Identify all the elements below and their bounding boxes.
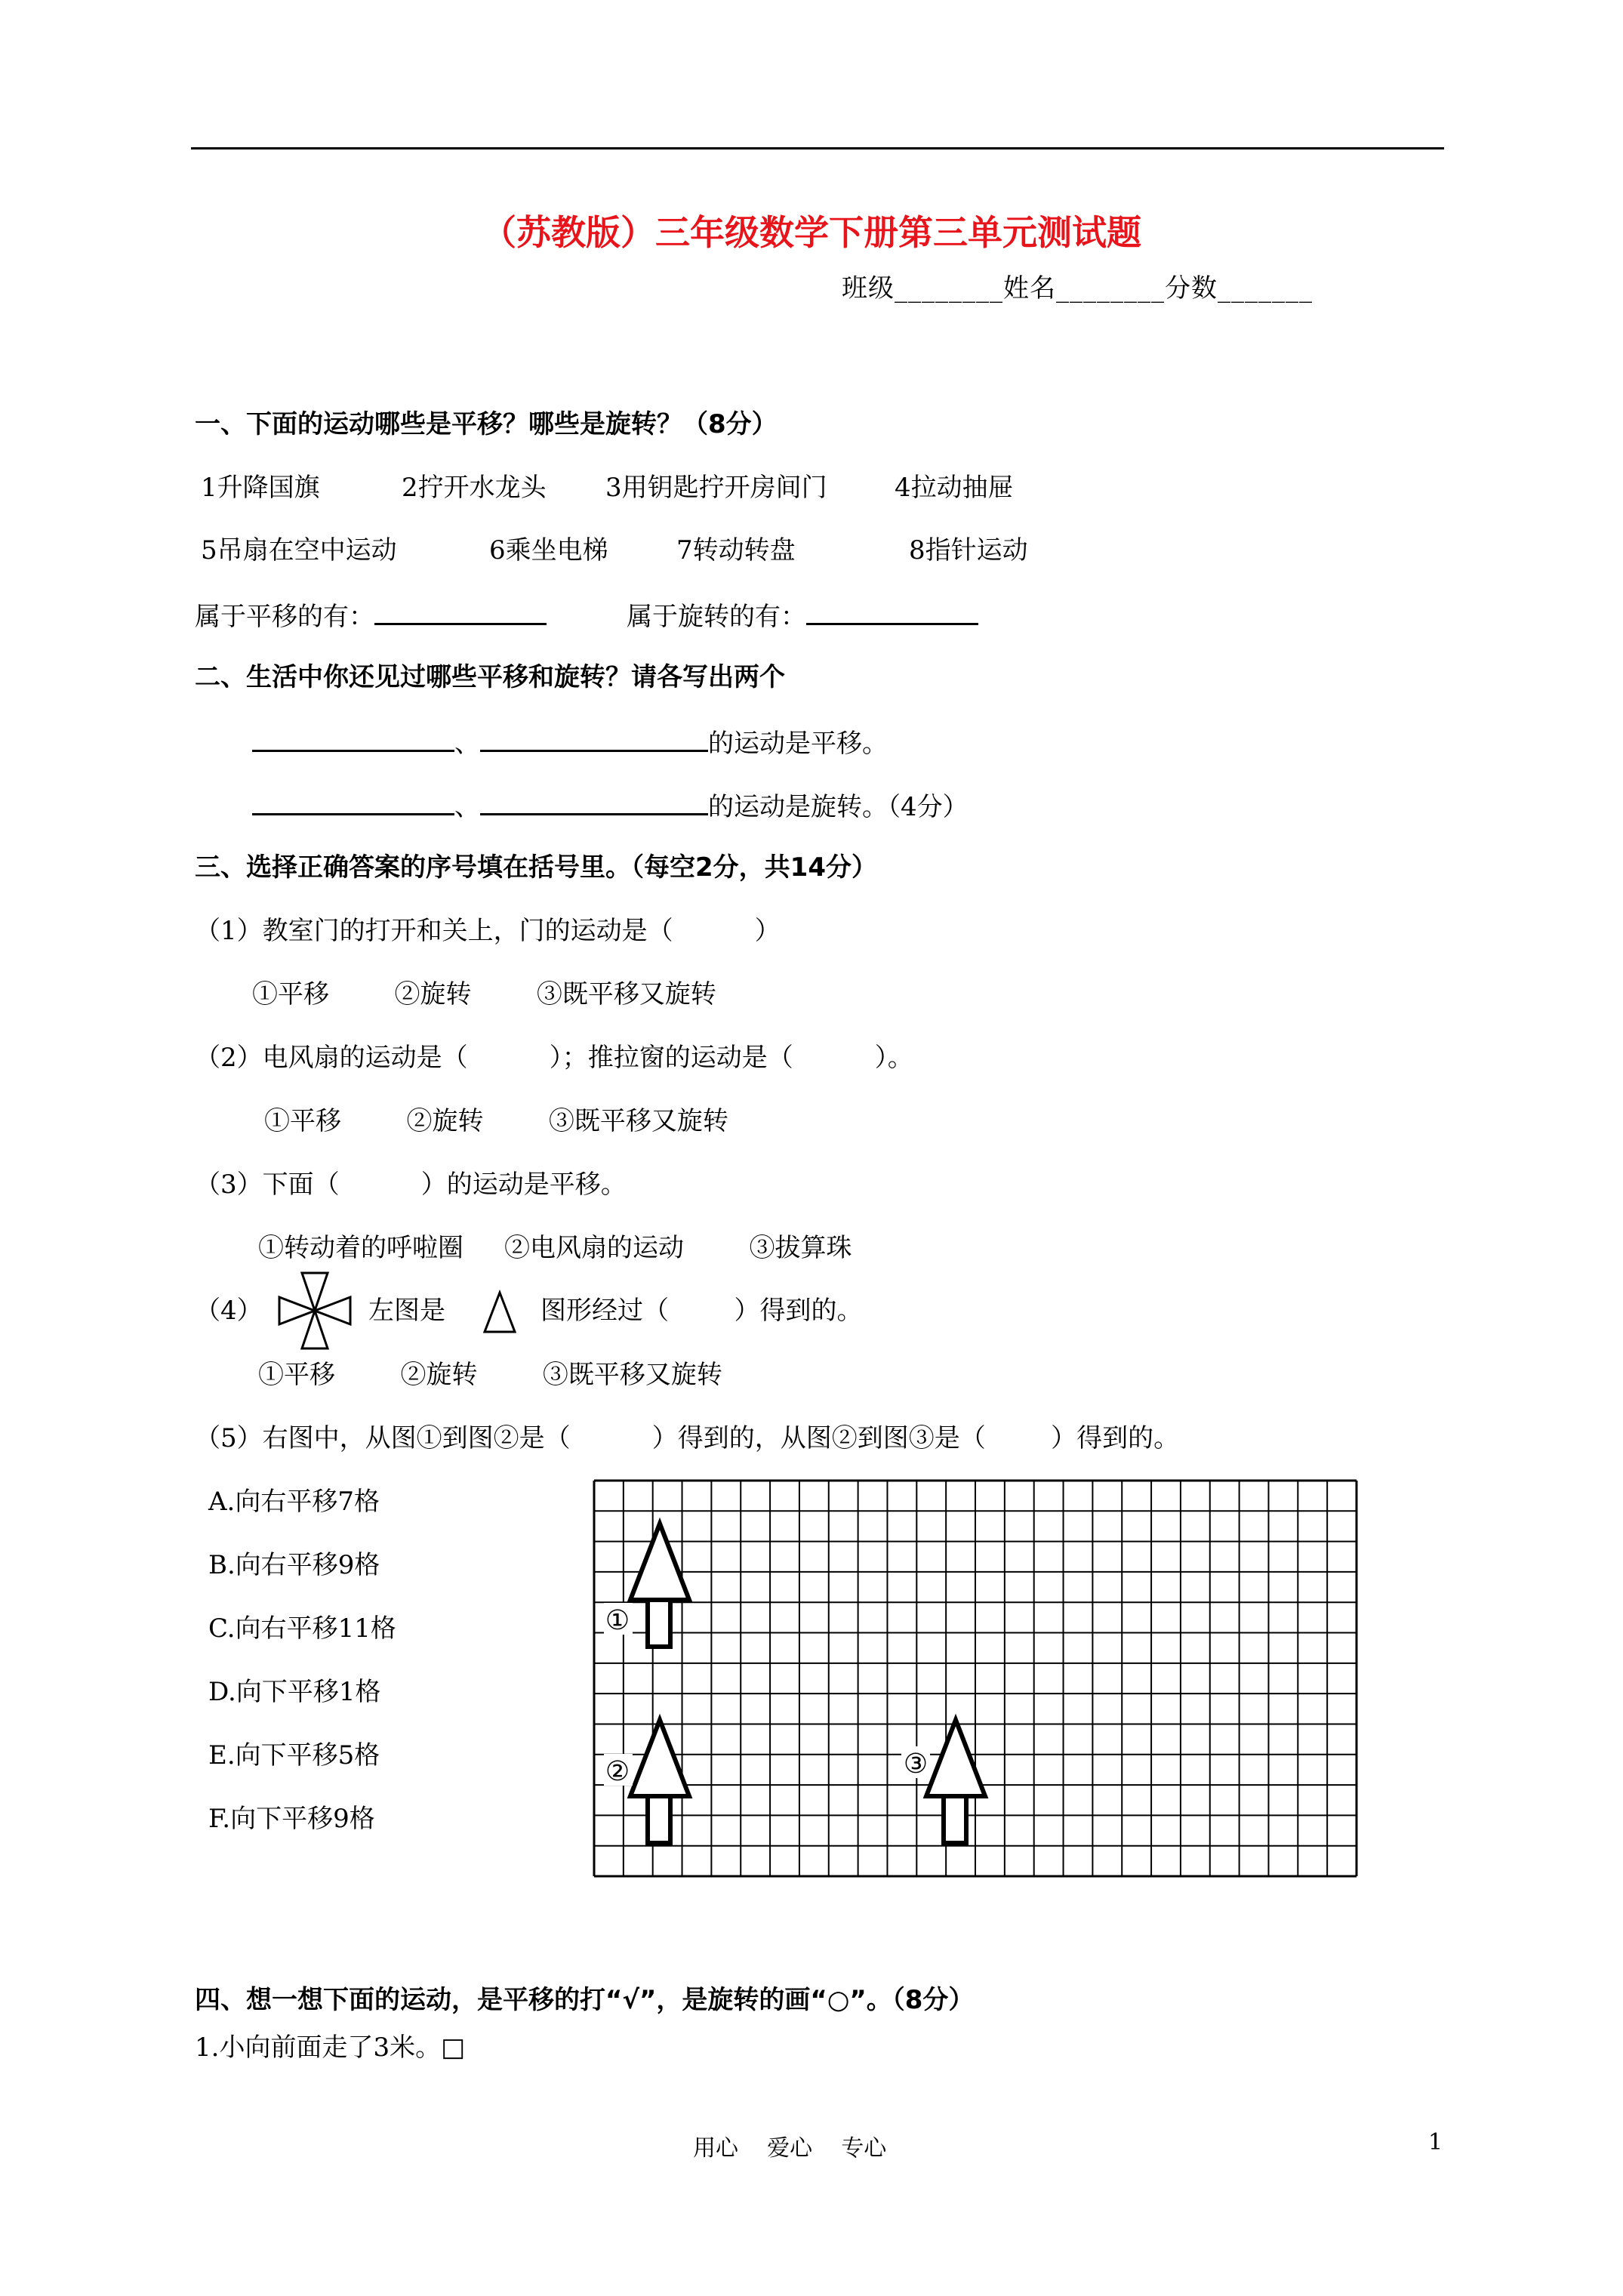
sec1-item-1: 1升降国旗 (201, 473, 320, 503)
sec2-line-1 (252, 724, 888, 760)
grid-label-2: ② (605, 1756, 630, 1787)
section-2-heading: 二、生活中你还见过哪些平移和旋转？请各写出两个 (195, 662, 785, 692)
footer-motto: 用心 爱心 专心 (693, 2135, 887, 2162)
grid-lines (594, 1481, 1357, 1876)
sec3-q4-mid: 左图是 (368, 1296, 445, 1326)
q5-choice-d: D.向下平移1格 (208, 1677, 381, 1707)
sec2-line1-suffix: 的运动是平移。 (708, 729, 888, 759)
q5-choice-a: A.向右平移7格 (208, 1487, 380, 1517)
section-1-heading: 一、下面的运动哪些是平移？哪些是旋转？（8分） (195, 409, 778, 439)
sec2-separator-1: 、 (454, 729, 480, 759)
section-3-heading: 三、选择正确答案的序号填在括号里。（每空2分，共14分） (195, 852, 877, 883)
student-info-line: 班级________姓名________分数_______ (842, 273, 1313, 304)
sec3-q4-options: ①平移 ②旋转 ③既平移又旋转 (258, 1360, 722, 1390)
sec4-item-1: 1.小向前面走了3米。□ (195, 2032, 466, 2063)
sec3-q3: （3）下面（ ）的运动是平移。 (195, 1170, 627, 1200)
sec2-blank-3[interactable] (252, 787, 454, 815)
q5-choice-f: F.向下平移9格 (208, 1804, 375, 1834)
q5-choice-c: C.向右平移11格 (208, 1613, 396, 1644)
grid-label-1: ① (605, 1605, 630, 1636)
sec3-q2: （2）电风扇的运动是（ ）；推拉窗的运动是（ ）。 (195, 1043, 913, 1073)
sec3-q4-prefix: （4） (195, 1296, 263, 1326)
arrow-figure-2 (630, 1720, 689, 1843)
sec2-blank-2[interactable] (480, 724, 708, 752)
translate-answer-blank[interactable] (374, 597, 547, 625)
sec2-line2-suffix: 的运动是旋转。（4分） (708, 792, 969, 822)
rotate-answer-line (627, 597, 978, 633)
sec2-blank-4[interactable] (480, 787, 708, 815)
page-number: 1 (1428, 2129, 1443, 2156)
q5-choice-b: B.向右平移9格 (208, 1550, 380, 1580)
pinwheel-figure-icon (278, 1271, 352, 1350)
sec3-q3-options: ①转动着的呼啦圈 ②电风扇的运动 ③拔算珠 (258, 1233, 852, 1263)
sec3-q5: （5）右图中，从图①到图②是（ ）得到的，从图②到图③是（ ）得到的。 (195, 1423, 1180, 1453)
translate-label: 属于平移的有： (195, 602, 374, 632)
section-4-heading: 四、想一想下面的运动，是平移的打“√”，是旋转的画“○”。（8分） (195, 1985, 975, 2015)
sec1-item-6: 6乘坐电梯 (489, 535, 608, 566)
sec1-item-5: 5吊扇在空中运动 (201, 535, 397, 566)
sec1-item-8: 8指针运动 (909, 535, 1028, 566)
sec1-item-2: 2拧开水龙头 (402, 473, 547, 503)
triangle-figure-icon (483, 1291, 516, 1333)
translation-grid-figure (593, 1480, 1357, 1877)
sec1-item-4: 4拉动抽屉 (895, 473, 1014, 503)
sec2-line-2 (252, 787, 969, 824)
sec3-q4-suffix: 图形经过（ ）得到的。 (540, 1296, 863, 1326)
grid-label-3: ③ (903, 1749, 929, 1780)
sec3-q1: （1）教室门的打开和关上，门的运动是（ ） (195, 916, 781, 946)
arrow-figure-3 (926, 1720, 985, 1843)
sec1-item-3: 3用钥匙拧开房间门 (605, 473, 827, 503)
sec2-blank-1[interactable] (252, 724, 454, 752)
rotate-answer-blank[interactable] (806, 597, 978, 625)
page-title: （苏教版）三年级数学下册第三单元测试题 (482, 212, 1141, 253)
sec3-q1-options: ①平移 ②旋转 ③既平移又旋转 (252, 979, 716, 1009)
translate-answer-line (195, 597, 547, 633)
sec3-q2-options: ①平移 ②旋转 ③既平移又旋转 (264, 1106, 728, 1136)
top-rule (191, 147, 1444, 149)
q5-choice-e: E.向下平移5格 (208, 1740, 380, 1771)
rotate-label: 属于旋转的有： (627, 602, 806, 632)
sec2-separator-2: 、 (454, 792, 480, 822)
sec1-item-7: 7转动转盘 (676, 535, 796, 566)
